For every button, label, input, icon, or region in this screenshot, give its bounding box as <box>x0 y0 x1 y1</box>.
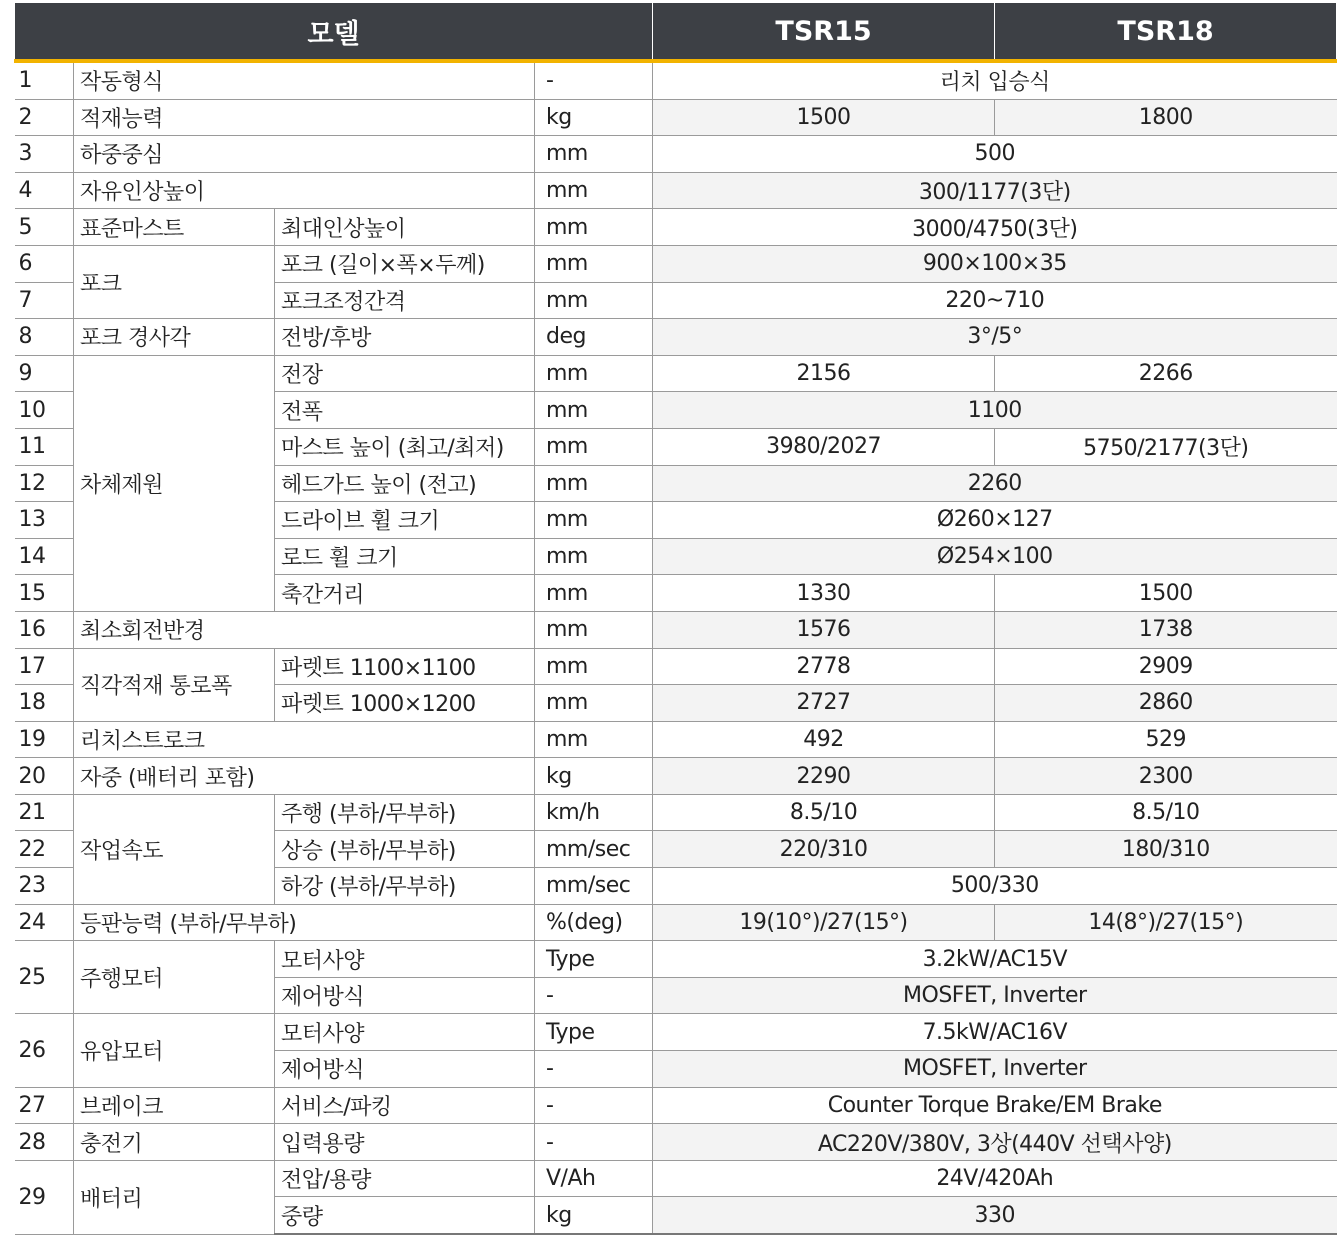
model-tsr18-header: TSR18 <box>995 3 1337 61</box>
spec-row <box>15 1087 1337 1124</box>
row-number: 29 <box>15 1160 74 1234</box>
spec-subitem: 모터사양 <box>275 941 535 978</box>
spec-unit: mm <box>535 465 653 502</box>
spec-category: 작동형식 <box>74 61 535 99</box>
spec-unit: mm <box>535 721 653 758</box>
row-number: 28 <box>15 1124 74 1161</box>
row-number: 18 <box>15 685 74 722</box>
spec-subitem: 하강 (부하/무부하) <box>275 868 535 905</box>
spec-category: 표준마스트 <box>74 209 275 246</box>
row-number: 20 <box>15 758 74 795</box>
spec-subitem: 축간거리 <box>275 575 535 612</box>
spec-category: 직각적재 통로폭 <box>74 648 275 721</box>
spec-category: 적재능력 <box>74 99 535 136</box>
spec-row <box>15 319 1337 356</box>
spec-value-tsr18: 1500 <box>995 575 1337 612</box>
spec-subitem: 마스트 높이 (최고/최저) <box>275 428 535 465</box>
spec-value-tsr18: 180/310 <box>995 831 1337 868</box>
spec-unit: - <box>535 61 653 99</box>
spec-value-tsr18: 2860 <box>995 685 1337 722</box>
spec-subitem: 전폭 <box>275 392 535 429</box>
spec-row <box>15 611 1337 648</box>
spec-unit: mm <box>535 685 653 722</box>
spec-value-tsr15: 492 <box>653 721 995 758</box>
spec-category: 브레이크 <box>74 1087 275 1124</box>
spec-row <box>15 136 1337 173</box>
spec-row <box>15 721 1337 758</box>
row-number: 7 <box>15 282 74 319</box>
row-number: 5 <box>15 209 74 246</box>
spec-category: 작업속도 <box>74 794 275 904</box>
spec-value-tsr18: 1738 <box>995 611 1337 648</box>
spec-unit: mm/sec <box>535 868 653 905</box>
spec-unit: mm <box>535 136 653 173</box>
spec-value-shared: 24V/420Ah <box>653 1160 1337 1197</box>
spec-unit: Type <box>535 941 653 978</box>
spec-subitem: 입력용량 <box>275 1124 535 1161</box>
row-number: 8 <box>15 319 74 356</box>
spec-value-tsr15: 8.5/10 <box>653 794 995 831</box>
row-number: 23 <box>15 868 74 905</box>
row-number: 25 <box>15 941 74 1014</box>
spec-category: 하중중심 <box>74 136 535 173</box>
spec-value-tsr15: 220/310 <box>653 831 995 868</box>
row-number: 1 <box>15 61 74 99</box>
spec-row <box>15 172 1337 209</box>
spec-value-tsr18: 2300 <box>995 758 1337 795</box>
spec-category: 리치스트로크 <box>74 721 535 758</box>
spec-row <box>15 355 1337 392</box>
spec-category: 주행모터 <box>74 941 275 1014</box>
spec-row <box>15 941 1337 978</box>
row-number: 21 <box>15 794 74 831</box>
spec-row <box>15 99 1337 136</box>
spec-subitem: 최대인상높이 <box>275 209 535 246</box>
spec-row <box>15 1160 1337 1197</box>
spec-subitem: 파렛트 1100×1100 <box>275 648 535 685</box>
spec-value-tsr18: 2909 <box>995 648 1337 685</box>
spec-row <box>15 209 1337 246</box>
spec-subitem: 포크 (길이×폭×두께) <box>275 245 535 282</box>
spec-row <box>15 904 1337 941</box>
spec-category: 최소회전반경 <box>74 611 535 648</box>
spec-row <box>15 648 1337 685</box>
spec-value-shared: 500 <box>653 136 1337 173</box>
spec-value-tsr15: 2727 <box>653 685 995 722</box>
spec-value-shared: 900×100×35 <box>653 245 1337 282</box>
spec-value-tsr15: 3980/2027 <box>653 428 995 465</box>
spec-unit: - <box>535 977 653 1014</box>
spec-unit: mm <box>535 245 653 282</box>
row-number: 4 <box>15 172 74 209</box>
spec-row <box>15 1014 1337 1051</box>
spec-category: 유압모터 <box>74 1014 275 1087</box>
spec-value-shared: 1100 <box>653 392 1337 429</box>
spec-unit: V/Ah <box>535 1160 653 1197</box>
spec-value-shared: 300/1177(3단) <box>653 172 1337 209</box>
spec-subitem: 헤드가드 높이 (전고) <box>275 465 535 502</box>
spec-value-tsr18: 2266 <box>995 355 1337 392</box>
spec-subitem: 중량 <box>275 1197 535 1234</box>
spec-subitem: 드라이브 휠 크기 <box>275 502 535 539</box>
spec-subitem: 포크조정간격 <box>275 282 535 319</box>
spec-unit: mm <box>535 428 653 465</box>
spec-unit: mm <box>535 611 653 648</box>
spec-subitem: 전장 <box>275 355 535 392</box>
spec-row <box>15 61 1337 99</box>
spec-unit: Type <box>535 1014 653 1051</box>
spec-value-shared: Ø260×127 <box>653 502 1337 539</box>
row-number: 19 <box>15 721 74 758</box>
row-number: 15 <box>15 575 74 612</box>
spec-unit: - <box>535 1087 653 1124</box>
spec-subitem: 상승 (부하/무부하) <box>275 831 535 868</box>
spec-value-tsr18: 8.5/10 <box>995 794 1337 831</box>
spec-value-shared: 7.5kW/AC16V <box>653 1014 1337 1051</box>
spec-row <box>15 1124 1337 1161</box>
spec-value-shared: 220~710 <box>653 282 1337 319</box>
row-number: 27 <box>15 1087 74 1124</box>
spec-table-container <box>14 3 1336 1235</box>
spec-category: 자유인상높이 <box>74 172 535 209</box>
spec-value-shared: 3000/4750(3단) <box>653 209 1337 246</box>
spec-value-tsr18: 1800 <box>995 99 1337 136</box>
model-tsr15-header: TSR15 <box>653 3 995 61</box>
spec-value-tsr18: 529 <box>995 721 1337 758</box>
row-number: 22 <box>15 831 74 868</box>
spec-category: 충전기 <box>74 1124 275 1161</box>
spec-value-tsr15: 1500 <box>653 99 995 136</box>
spec-value-shared: 2260 <box>653 465 1337 502</box>
spec-value-shared: 3°/5° <box>653 319 1337 356</box>
spec-value-tsr15: 1330 <box>653 575 995 612</box>
spec-value-shared: 500/330 <box>653 868 1337 905</box>
spec-unit: mm <box>535 392 653 429</box>
spec-value-tsr15: 2778 <box>653 648 995 685</box>
spec-unit: - <box>535 1051 653 1088</box>
row-number: 11 <box>15 428 74 465</box>
spec-value-tsr15: 2290 <box>653 758 995 795</box>
spec-unit: mm/sec <box>535 831 653 868</box>
spec-value-shared: 리치 입승식 <box>653 61 1337 99</box>
spec-subitem: 파렛트 1000×1200 <box>275 685 535 722</box>
spec-value-tsr18: 14(8°)/27(15°) <box>995 904 1337 941</box>
spec-value-tsr18: 5750/2177(3단) <box>995 428 1337 465</box>
spec-value-shared: 3.2kW/AC15V <box>653 941 1337 978</box>
spec-table <box>14 3 1337 1235</box>
spec-subitem: 주행 (부하/무부하) <box>275 794 535 831</box>
row-number: 14 <box>15 538 74 575</box>
row-number: 10 <box>15 392 74 429</box>
spec-value-shared: Counter Torque Brake/EM Brake <box>653 1087 1337 1124</box>
spec-category: 등판능력 (부하/무부하) <box>74 904 535 941</box>
spec-value-shared: MOSFET, Inverter <box>653 1051 1337 1088</box>
spec-unit: mm <box>535 209 653 246</box>
spec-unit: kg <box>535 1197 653 1234</box>
spec-unit: mm <box>535 575 653 612</box>
row-number: 24 <box>15 904 74 941</box>
spec-unit: mm <box>535 172 653 209</box>
spec-unit: kg <box>535 99 653 136</box>
spec-subitem: 제어방식 <box>275 977 535 1014</box>
spec-value-shared: Ø254×100 <box>653 538 1337 575</box>
row-number: 3 <box>15 136 74 173</box>
spec-unit: mm <box>535 282 653 319</box>
spec-category: 차체제원 <box>74 355 275 611</box>
spec-unit: mm <box>535 502 653 539</box>
row-number: 6 <box>15 245 74 282</box>
row-number: 12 <box>15 465 74 502</box>
spec-row <box>15 758 1337 795</box>
spec-subitem: 서비스/파킹 <box>275 1087 535 1124</box>
spec-unit: km/h <box>535 794 653 831</box>
spec-unit: %(deg) <box>535 904 653 941</box>
row-number: 2 <box>15 99 74 136</box>
spec-unit: - <box>535 1124 653 1161</box>
spec-subitem: 전압/용량 <box>275 1160 535 1197</box>
spec-unit: mm <box>535 648 653 685</box>
row-number: 13 <box>15 502 74 539</box>
spec-value-tsr15: 2156 <box>653 355 995 392</box>
spec-unit: mm <box>535 355 653 392</box>
spec-value-tsr15: 1576 <box>653 611 995 648</box>
spec-category: 포크 경사각 <box>74 319 275 356</box>
spec-subitem: 모터사양 <box>275 1014 535 1051</box>
header-row <box>15 3 1337 61</box>
spec-table-body <box>15 61 1337 1234</box>
spec-subitem: 제어방식 <box>275 1051 535 1088</box>
spec-unit: kg <box>535 758 653 795</box>
spec-category: 자중 (배터리 포함) <box>74 758 535 795</box>
spec-value-shared: AC220V/380V, 3상(440V 선택사양) <box>653 1124 1337 1161</box>
model-header: 모델 <box>15 3 653 61</box>
spec-category: 포크 <box>74 245 275 318</box>
row-number: 9 <box>15 355 74 392</box>
spec-subitem: 전방/후방 <box>275 319 535 356</box>
spec-value-shared: 330 <box>653 1197 1337 1234</box>
spec-unit: mm <box>535 538 653 575</box>
row-number: 16 <box>15 611 74 648</box>
spec-subitem: 로드 휠 크기 <box>275 538 535 575</box>
spec-category: 배터리 <box>74 1160 275 1234</box>
row-number: 26 <box>15 1014 74 1087</box>
row-number: 17 <box>15 648 74 685</box>
spec-row <box>15 794 1337 831</box>
spec-row <box>15 245 1337 282</box>
spec-unit: deg <box>535 319 653 356</box>
spec-value-tsr15: 19(10°)/27(15°) <box>653 904 995 941</box>
spec-value-shared: MOSFET, Inverter <box>653 977 1337 1014</box>
